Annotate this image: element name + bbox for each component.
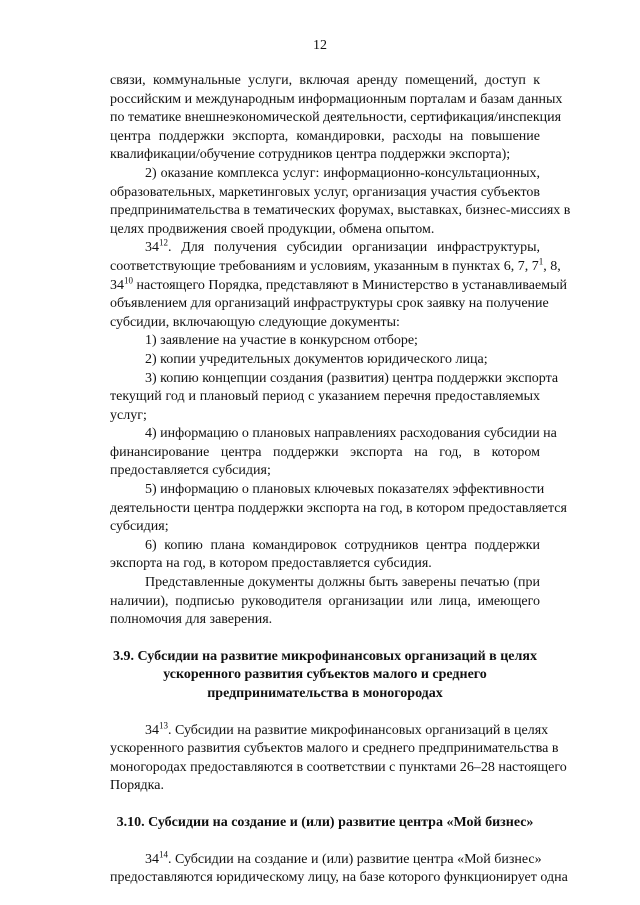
list-item-2	[110, 351, 540, 370]
list-item-6	[110, 537, 540, 574]
list-item-4	[110, 425, 557, 481]
text-line: моногородах предоставляются в соответствии с пунктами 26–28 настоящего	[110, 759, 567, 775]
text-line: экспорта на год, в котором предоставляется субсидия.	[110, 556, 432, 572]
text-line	[110, 719, 549, 741]
text-line: услуг;	[110, 407, 147, 423]
section-heading-3-10	[110, 814, 540, 833]
text-line: субсидия;	[110, 519, 169, 535]
spacer	[110, 630, 540, 648]
paragraph-number: 34	[145, 851, 159, 867]
text-line: 2) копии учредительных документов юридического лица;	[145, 351, 488, 367]
text-line	[110, 256, 561, 277]
paragraph-continuation	[110, 72, 563, 165]
spacer	[110, 796, 540, 814]
list-item-5	[110, 481, 567, 537]
text-fragment: . Субсидии на развитие микрофинансовых организаций в целях	[168, 722, 549, 738]
text-line: наличии), подписью руководителя организации или лица, имеющего	[110, 593, 540, 609]
text-line: текущий год и плановый период с указанием перечня предоставляемых	[110, 389, 540, 405]
text-fragment: , 8,	[543, 258, 561, 274]
text-line: 4) информацию о плановых направлениях расходования субсидии на	[145, 426, 557, 442]
text-fragment: . Субсидии на создание и (или) развитие центра «Мой бизнес»	[168, 851, 542, 867]
text-line: по тематике внешнеэкономической деятельности, сертификация/инспекция	[110, 110, 562, 126]
paragraph-superscript: 12	[159, 237, 168, 248]
text-line: Представленные документы должны быть заверены печатью (при	[145, 575, 540, 591]
paragraph-certification	[110, 574, 540, 630]
spacer	[110, 704, 540, 722]
text-fragment: соответствующие требованиям и условиям, указанным в пунктах 6, 7, 7	[110, 258, 539, 274]
heading-line: 3.9. Субсидии на развитие микрофинансовых организаций в целях	[113, 648, 537, 664]
list-item-1	[110, 332, 540, 351]
paragraph-34-13	[110, 719, 567, 796]
text-line: предоставляется субсидия;	[110, 463, 271, 479]
text-line: 1) заявление на участие в конкурсном отборе;	[145, 333, 418, 349]
text-line: 3) копию концепции создания (развития) центра поддержки экспорта	[145, 370, 559, 386]
point-superscript: 10	[124, 274, 133, 285]
heading-line: предпринимательства в моногородах	[207, 686, 443, 701]
heading-line: ускоренного развития субъектов малого и среднего	[163, 667, 487, 683]
text-line	[110, 848, 542, 870]
text-line: российским и международным информационным порталам и базам данных	[110, 91, 563, 107]
spacer	[110, 833, 540, 851]
point-superscript: 1	[538, 256, 544, 267]
text-line: центра поддержки экспорта, командировки, расходы на повышение	[110, 128, 540, 144]
document-body	[110, 72, 571, 888]
text-line: квалификации/обучение сотрудников центра поддержки экспорта);	[110, 147, 511, 163]
text-line: связи, коммунальные услуги, включая аренду помещений, доступ к	[110, 73, 540, 88]
text-line: 5) информацию о плановых ключевых показателях эффективности	[145, 482, 545, 498]
paragraph-superscript: 13	[159, 719, 168, 730]
point-number: 34	[110, 277, 124, 293]
text-line: ускоренного развития субъектов малого и среднего предпринимательства в	[110, 741, 559, 757]
text-line: полномочия для заверения.	[110, 612, 273, 628]
text-line: деятельности центра поддержки экспорта на год, в котором предоставляется	[110, 500, 567, 516]
text-line: образовательных, маркетинговых услуг, организация участия субъектов	[110, 184, 540, 200]
text-line: Порядка.	[110, 778, 164, 794]
text-line: предоставляются юридическому лицу, на базе которого функционирует одна	[110, 870, 568, 886]
paragraph-number: 34	[145, 722, 159, 738]
paragraph-34-14	[110, 848, 568, 888]
text-fragment: . Для получения субсидии организации инфраструктуры,	[168, 240, 540, 256]
list-item-2-services	[110, 165, 571, 239]
page-number: 12	[313, 38, 327, 53]
text-line: предпринимательства в тематических форумах, выставках, бизнес-миссиях в	[110, 203, 571, 219]
text-fragment: настоящего Порядка, представляют в Министерство в устанавливаемый	[133, 277, 567, 293]
list-item-3	[110, 370, 559, 426]
paragraph-34-12	[110, 237, 567, 332]
heading-line: 3.10. Субсидии на создание и (или) развитие центра «Мой бизнес»	[116, 814, 534, 830]
text-line: субсидии, включающую следующие документы:	[110, 314, 400, 330]
paragraph-number: 34	[145, 240, 159, 256]
text-line	[110, 239, 540, 258]
text-line: финансирование центра поддержки экспорта на год, в котором	[110, 444, 540, 460]
text-line: целях продвижения своей продукции, обмена опытом.	[110, 221, 435, 237]
text-line: 6) копию плана командировок сотрудников центра поддержки	[145, 537, 540, 553]
section-heading-3-9	[110, 648, 540, 704]
text-line: 2) оказание комплекса услуг: информационно-консультационных,	[145, 165, 540, 181]
text-line: объявлением для организаций инфраструктуры срок заявку на получение	[110, 296, 549, 312]
paragraph-superscript: 14	[159, 848, 168, 859]
text-line	[110, 274, 567, 296]
